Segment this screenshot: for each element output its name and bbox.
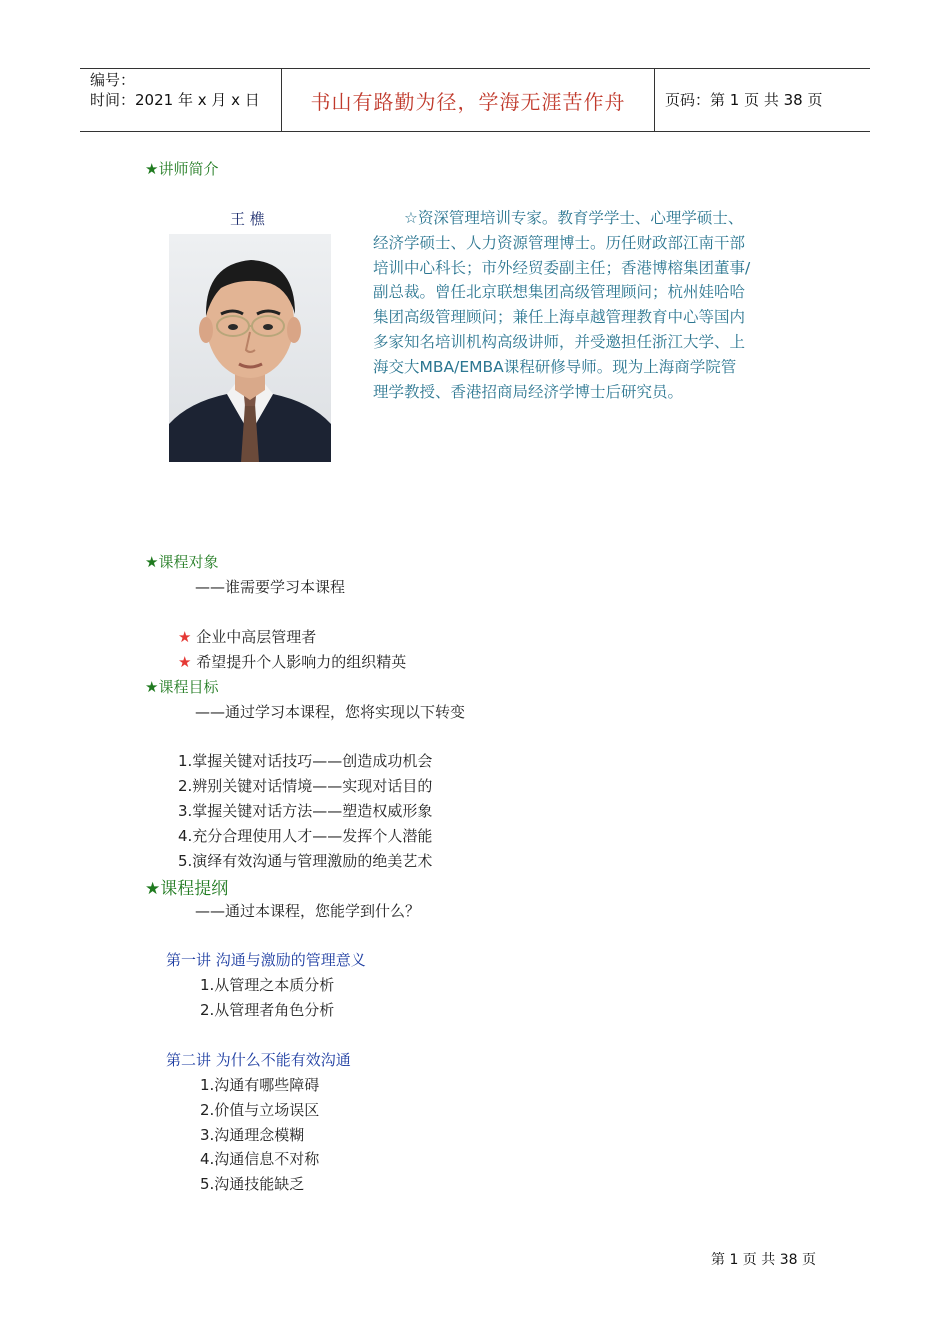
star-icon: ★: [178, 653, 192, 671]
lecture-2-item: 2.价值与立场误区: [200, 1101, 320, 1119]
goal-item: 3.掌握关键对话方法——塑造权威形象: [178, 802, 433, 820]
footer-page-number: 第 1 页 共 38 页: [711, 1252, 816, 1268]
audience-item-text: 希望提升个人影响力的组织精英: [196, 653, 407, 671]
audience-item: [178, 626, 316, 647]
goal-item: 1.掌握关键对话技巧——创造成功机会: [178, 752, 433, 770]
header-table: [80, 68, 870, 132]
instructor-bio: ☆资深管理培训专家。教育学学士、心理学硕士、经济学硕士、人力资源管理博士。历任财政部江南干部培训中心科长；市外经贸委副主任；香港博榕集团董事/副总裁。曾任北京联想集团高级管理顾问；杭州娃哈哈集团高级管理顾问；兼任上海卓越管理教育中心等国内多家知名培训机构高级讲师，并受邀担任浙江大学、上海交大MBA/EMBA课程研修导师。现为上海商学院管理学教授、香港招商局经济学博士后研究员。: [373, 209, 751, 401]
goals-subtitle: ——通过学习本课程，您将实现以下转变: [195, 703, 466, 721]
lecture-2-item: 5.沟通技能缺乏: [200, 1175, 305, 1193]
section-title-goals: ★课程目标: [145, 678, 219, 696]
motto: 书山有路勤为径，学海无涯苦作舟: [310, 89, 626, 114]
section-title-outline: ★课程提纲: [145, 879, 229, 899]
lecture-2-title: 第二讲 为什么不能有效沟通: [166, 1051, 351, 1069]
lecture-2-item: 1.沟通有哪些障碍: [200, 1076, 320, 1094]
audience-subtitle: ——谁需要学习本课程: [195, 578, 346, 596]
date-label: 时间：2021 年 x 月 x 日: [90, 91, 260, 109]
section-title-instructor: ★讲师简介: [145, 160, 219, 178]
instructor-photo: [169, 234, 331, 462]
header-divider: [654, 69, 655, 131]
number-label: 编号：: [90, 71, 136, 89]
audience-item: [178, 651, 406, 672]
lecture-2-item: 4.沟通信息不对称: [200, 1150, 320, 1168]
outline-subtitle: ——通过本课程，您能学到什么？: [195, 902, 421, 920]
lecture-1-item: 1.从管理之本质分析: [200, 976, 335, 994]
audience-item-text: 企业中高层管理者: [196, 628, 317, 646]
instructor-name: 王 樵: [230, 210, 265, 228]
lecture-1-item: 2.从管理者角色分析: [200, 1001, 335, 1019]
lecture-1-title: 第一讲 沟通与激励的管理意义: [166, 951, 366, 969]
goal-item: 4.充分合理使用人才——发挥个人潜能: [178, 827, 433, 845]
section-title-audience: ★课程对象: [145, 553, 219, 571]
lecture-2-item: 3.沟通理念模糊: [200, 1126, 305, 1144]
star-icon: ★: [178, 628, 192, 646]
header-meta: [90, 70, 260, 110]
header-page-number: 页码：第 1 页 共 38 页: [665, 91, 823, 109]
goal-item: 5.演绎有效沟通与管理激励的绝美艺术: [178, 852, 433, 870]
goal-item: 2.辨别关键对话情境——实现对话目的: [178, 777, 433, 795]
